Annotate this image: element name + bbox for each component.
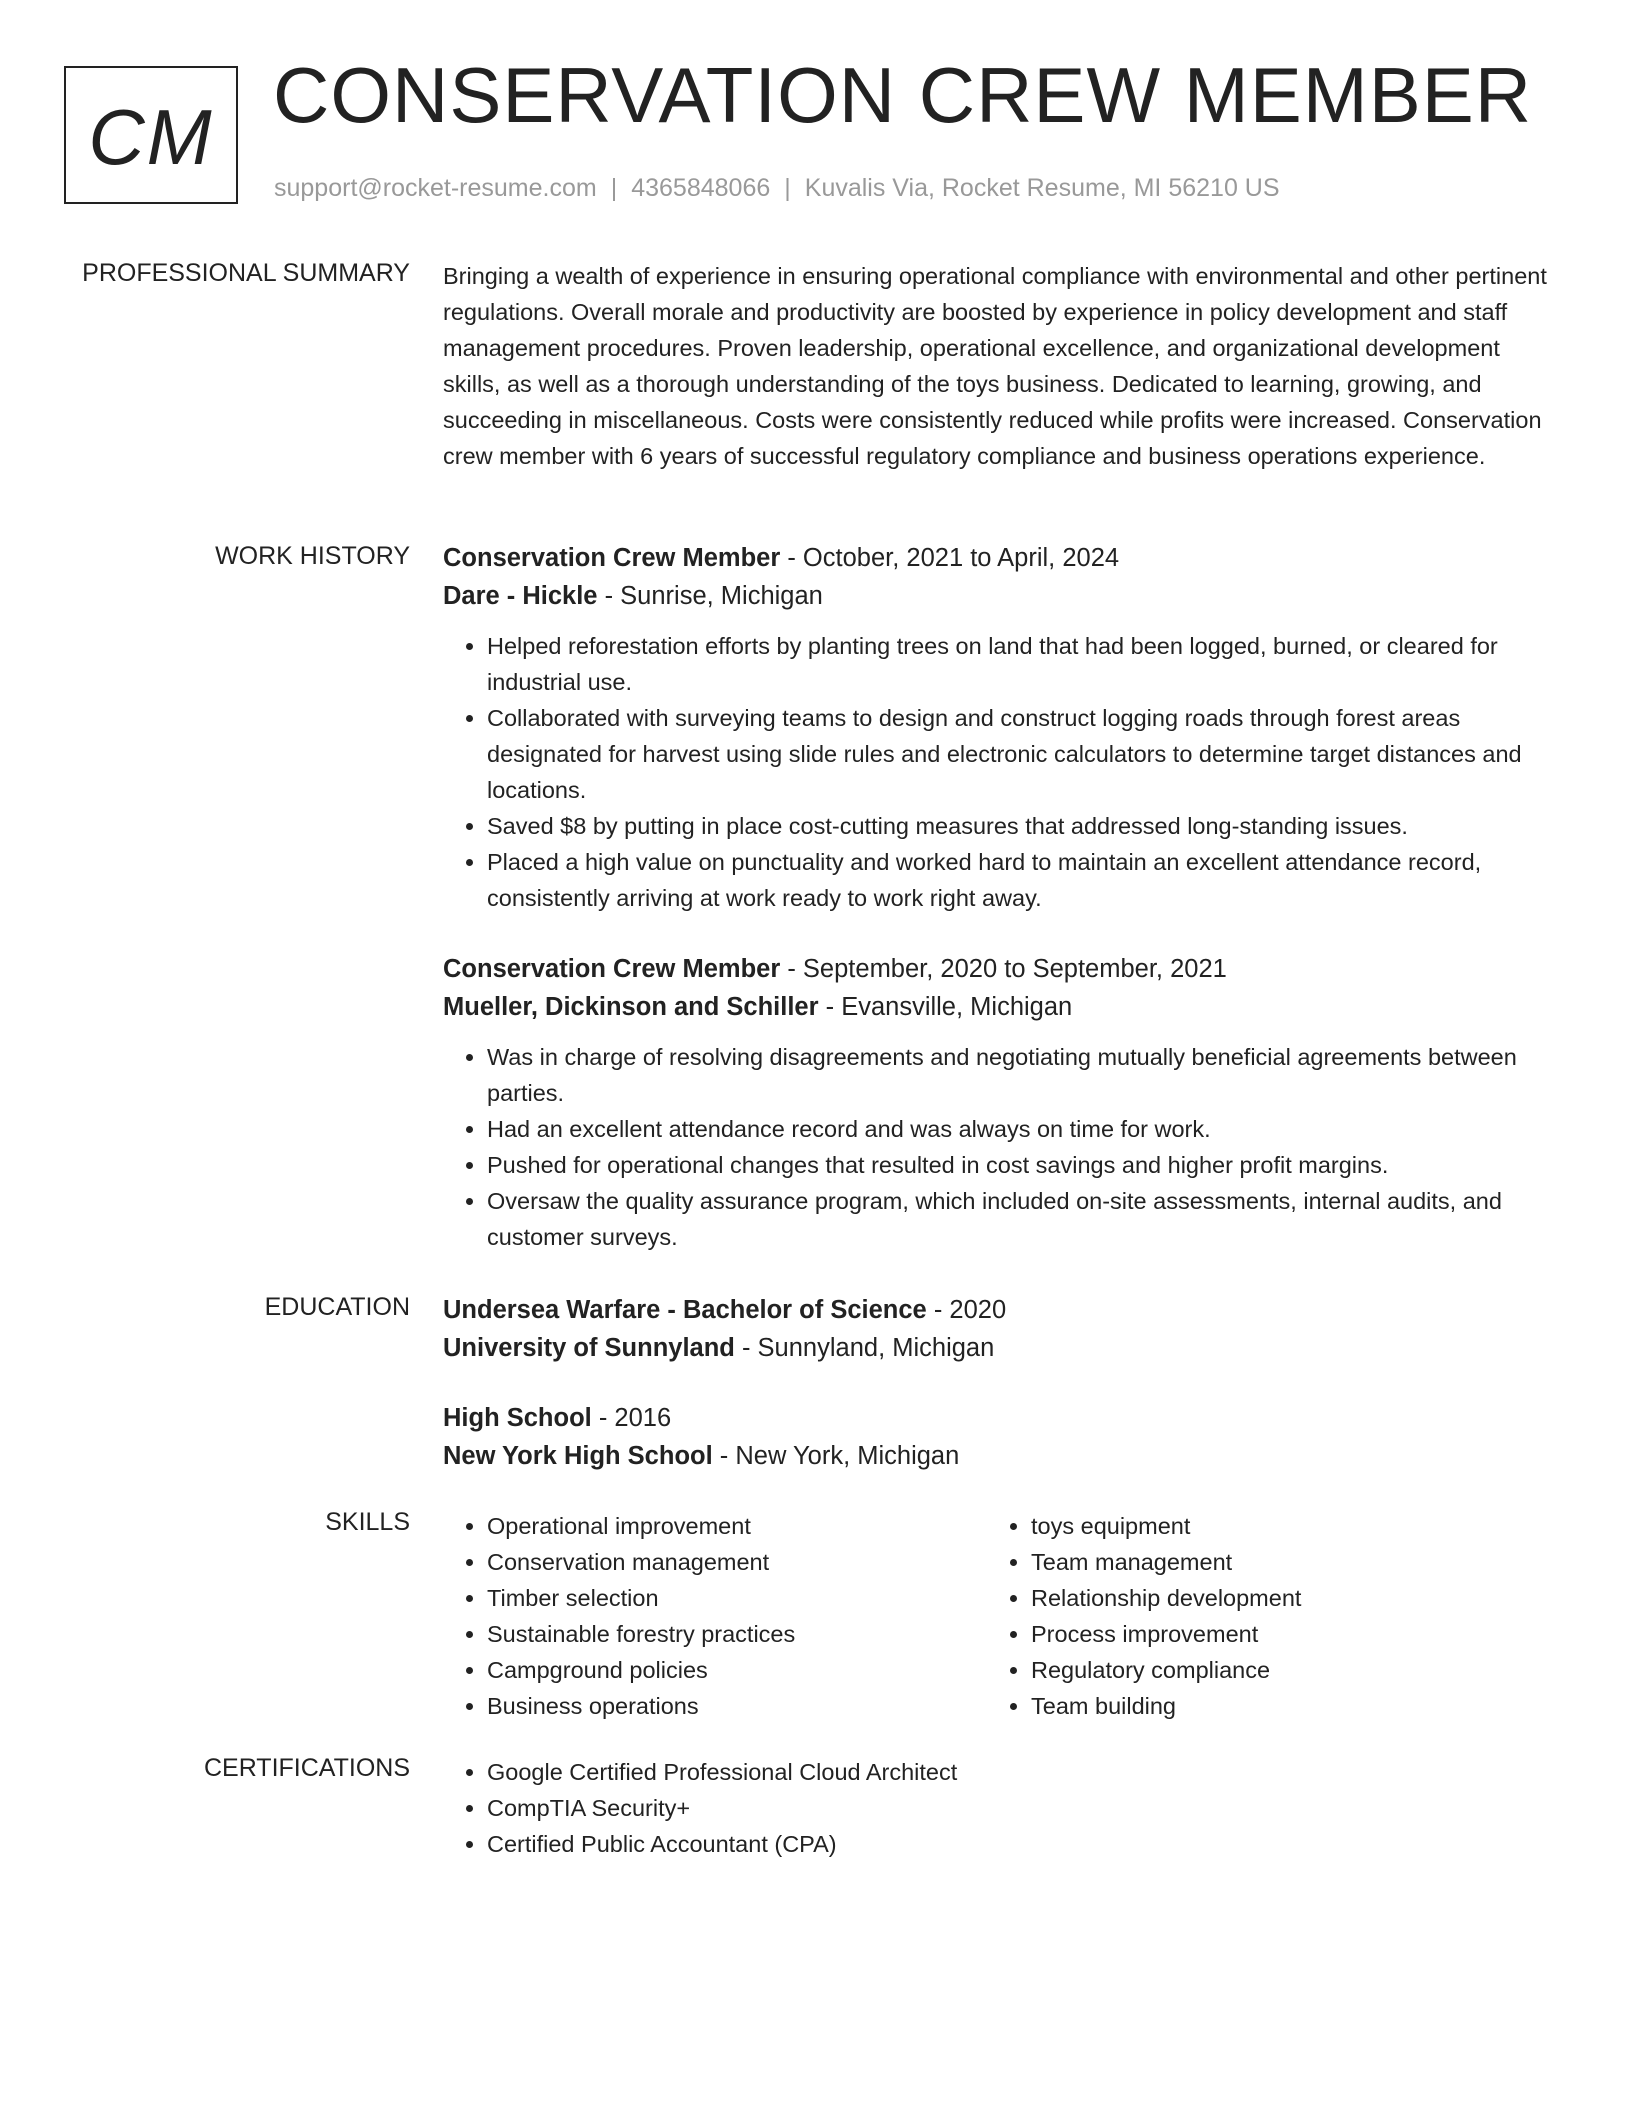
- section-label-skills: SKILLS: [325, 1508, 410, 1536]
- summary-text: Bringing a wealth of experience in ensuring operational compliance with environmental and other pertinent regulations. Overall morale and productivity are boosted by experience in policy development and staff management procedures. Proven leadership, operational excellence, and organizational development skills, as well as a thorough understanding of the toys business. Dedicated to learning, growing, and succeeding in miscellaneous. Costs were consistently reduced while profits were increased. Conservation crew member with 6 years of successful regulatory compliance and business operations experience.: [443, 263, 1547, 469]
- education-school: New York High School: [443, 1442, 713, 1470]
- skill-item: • Process improvement: [1031, 1616, 1531, 1652]
- job-title: Conservation Crew Member: [443, 955, 781, 983]
- job-bullets: [443, 1039, 1553, 1255]
- job-dates: - September, 2020 to September, 2021: [780, 955, 1227, 983]
- section-label-summary: PROFESSIONAL SUMMARY: [82, 259, 410, 287]
- contact-email[interactable]: support@rocket-resume.com: [274, 174, 597, 202]
- skills-column-left: [443, 1508, 987, 1724]
- skill-item: • Operational improvement: [487, 1508, 987, 1544]
- contact-phone[interactable]: 4365848066: [631, 174, 771, 202]
- skill-item: • Relationship development: [1031, 1580, 1531, 1616]
- job-location: - Evansville, Michigan: [818, 993, 1073, 1021]
- candidate-name: CONSERVATION CREW MEMBER: [273, 51, 1533, 139]
- education-degree: High School: [443, 1404, 592, 1432]
- job-location: - Sunrise, Michigan: [597, 582, 823, 610]
- job-bullet: • Was in charge of resolving disagreements and negotiating mutually beneficial agreements between parties.: [487, 1039, 1553, 1111]
- education-year: - 2020: [926, 1296, 1007, 1324]
- job-bullet: • Placed a high value on punctuality and worked hard to maintain an excellent attendance record, consistently arriving at work ready to work right away.: [487, 844, 1553, 916]
- education-content: [443, 1291, 1553, 1507]
- job-company: Mueller, Dickinson and Schiller: [443, 993, 819, 1021]
- skill-item: • Business operations: [487, 1688, 987, 1724]
- certification-item: • Google Certified Professional Cloud Architect: [487, 1754, 1553, 1790]
- education-degree-line: [443, 1291, 1553, 1329]
- education-school-line: [443, 1437, 1553, 1475]
- skill-item: • Conservation management: [487, 1544, 987, 1580]
- job-entry: [443, 950, 1553, 1255]
- skill-item: • Regulatory compliance: [1031, 1652, 1531, 1688]
- skill-item: • Team building: [1031, 1688, 1531, 1724]
- education-location: - Sunnyland, Michigan: [734, 1334, 995, 1362]
- certification-item: • Certified Public Accountant (CPA): [487, 1826, 1553, 1862]
- skill-item: • toys equipment: [1031, 1508, 1531, 1544]
- skill-item: • Sustainable forestry practices: [487, 1616, 987, 1652]
- job-dates: - October, 2021 to April, 2024: [780, 544, 1120, 572]
- work-history-content: [443, 539, 1553, 1289]
- skill-item: • Timber selection: [487, 1580, 987, 1616]
- skills-grid: [443, 1508, 1553, 1724]
- skills-column-right: [987, 1508, 1531, 1724]
- monogram-box: [64, 66, 238, 204]
- skill-item: • Team management: [1031, 1544, 1531, 1580]
- job-bullet: • Helped reforestation efforts by planting trees on land that had been logged, burned, or cleared for industrial use.: [487, 628, 1553, 700]
- job-title-line: [443, 539, 1553, 577]
- section-label-education: EDUCATION: [264, 1293, 410, 1321]
- job-bullet: • Pushed for operational changes that resulted in cost savings and higher profit margins.: [487, 1147, 1553, 1183]
- education-degree-line: [443, 1399, 1553, 1437]
- certification-item: • CompTIA Security+: [487, 1790, 1553, 1826]
- job-bullet: • Saved $8 by putting in place cost-cutting measures that addressed long-standing issues.: [487, 808, 1553, 844]
- skill-item: • Campground policies: [487, 1652, 987, 1688]
- contact-line: [274, 174, 1280, 203]
- education-degree: Undersea Warfare - Bachelor of Science: [443, 1296, 927, 1324]
- education-school: University of Sunnyland: [443, 1334, 735, 1362]
- education-entry: [443, 1399, 1553, 1475]
- certifications-content: [443, 1754, 1553, 1862]
- summary-content: [443, 258, 1553, 474]
- job-bullet: • Oversaw the quality assurance program, which included on-site assessments, internal audits, and customer surveys.: [487, 1183, 1553, 1255]
- section-label-certifications: CERTIFICATIONS: [203, 1754, 410, 1782]
- job-company-line: [443, 988, 1553, 1026]
- monogram-initials: CM: [88, 92, 214, 181]
- job-company-line: [443, 577, 1553, 615]
- certifications-list: [443, 1754, 1553, 1862]
- contact-address: Kuvalis Via, Rocket Resume, MI 56210 US: [804, 174, 1280, 202]
- job-title: Conservation Crew Member: [443, 544, 781, 572]
- job-company: Dare - Hickle: [443, 582, 598, 610]
- job-title-line: [443, 950, 1553, 988]
- education-school-line: [443, 1329, 1553, 1367]
- contact-separator: |: [784, 174, 791, 202]
- education-entry: [443, 1291, 1553, 1367]
- section-label-work-history: WORK HISTORY: [215, 542, 410, 570]
- job-bullet: • Had an excellent attendance record and was always on time for work.: [487, 1111, 1553, 1147]
- education-year: - 2016: [591, 1404, 672, 1432]
- job-bullets: [443, 628, 1553, 916]
- contact-separator: |: [610, 174, 618, 202]
- skills-content: [443, 1508, 1553, 1724]
- education-location: - New York, Michigan: [712, 1442, 960, 1470]
- job-entry: [443, 539, 1553, 916]
- job-bullet: • Collaborated with surveying teams to design and construct logging roads through forest areas designated for harvest using slide rules and electronic calculators to determine target distances and locations.: [487, 700, 1553, 808]
